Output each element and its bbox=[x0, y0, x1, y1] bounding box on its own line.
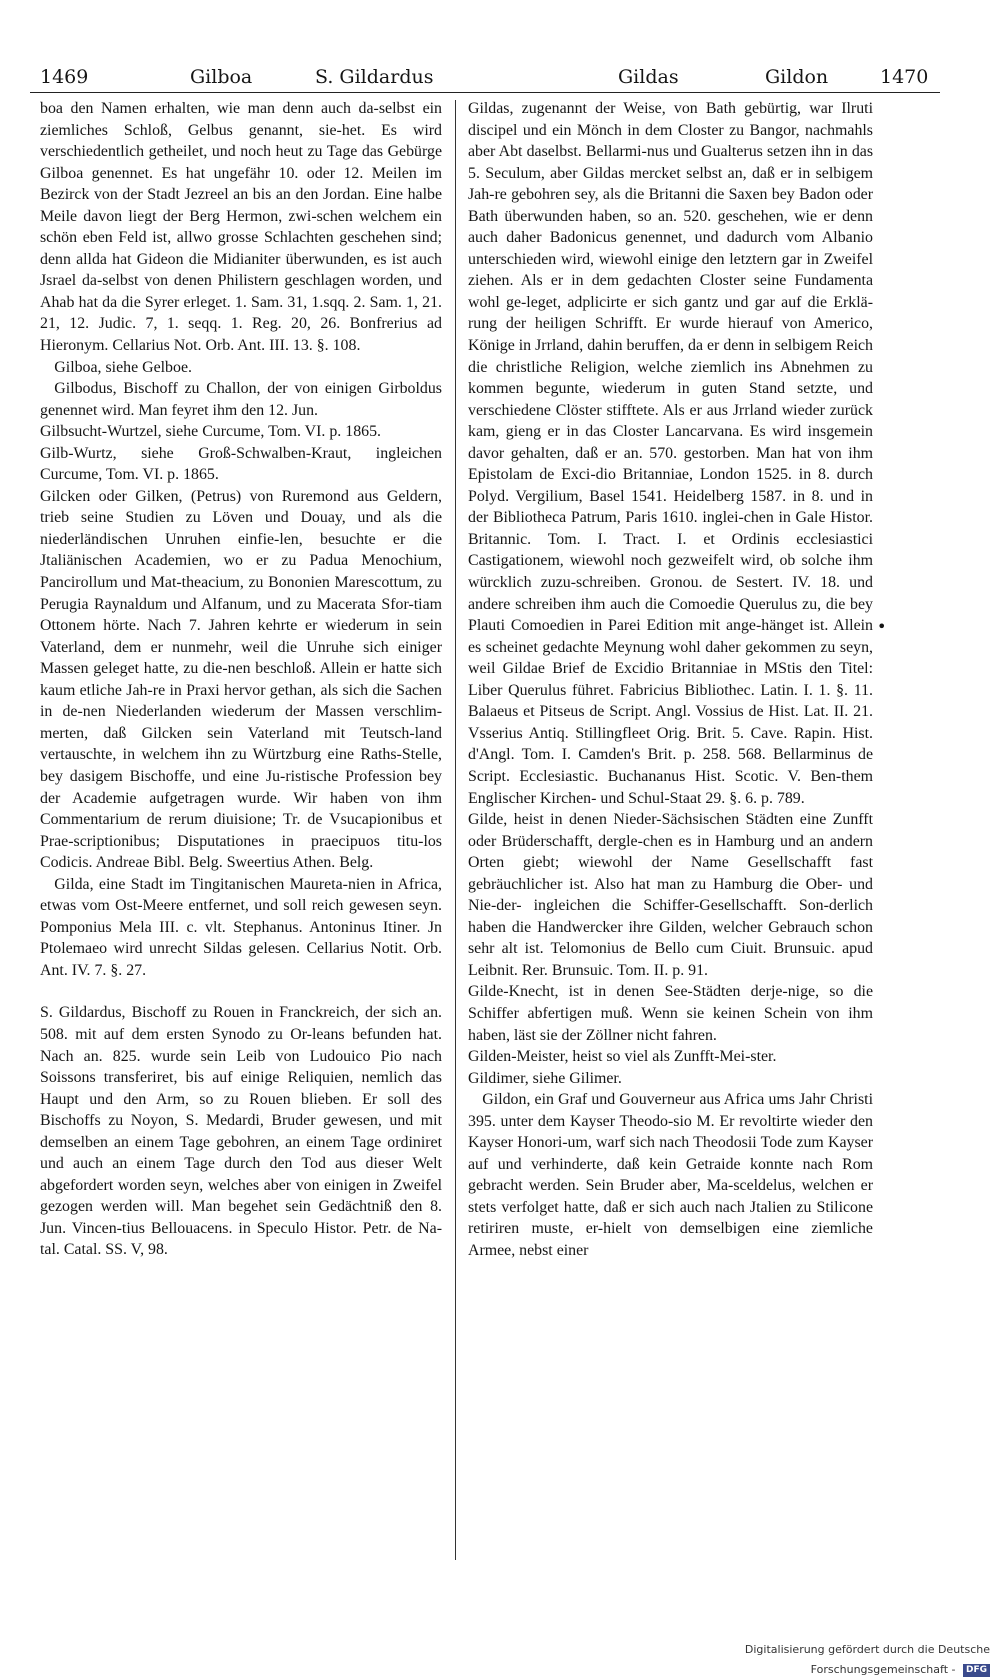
footer-credit-text: Digitalisierung gefördert durch die Deutsche Forschungsgemeinschaft - bbox=[744, 1643, 990, 1676]
running-header bbox=[30, 62, 940, 93]
dfg-logo: DFG bbox=[963, 1664, 990, 1677]
entry-gilb-wurtz: Gilb-Wurtz, siehe Groß-Schwalben-Kraut, ingleichen Curcume, Tom. VI. p. 1865. bbox=[40, 444, 442, 484]
entry-gilbsucht-wurtzel: Gilbsucht-Wurtzel, siehe Curcume, Tom. VI. p. 1865. bbox=[40, 423, 382, 441]
page-number-left: 1469 bbox=[40, 66, 89, 88]
right-text-column bbox=[468, 98, 873, 1558]
margin-mark: • bbox=[877, 617, 887, 636]
entry-gildimer: Gildimer, siehe Gilimer. bbox=[468, 1069, 622, 1087]
column-divider bbox=[455, 100, 456, 1560]
header-right-catchword-2: Gildon bbox=[765, 66, 829, 88]
entry-gilden-meister: Gilden-Meister, heist so viel als Zunfft-Mei-ster. bbox=[468, 1048, 777, 1066]
digitization-footer bbox=[620, 1640, 990, 1676]
header-left-catchword-1: Gilboa bbox=[190, 66, 253, 88]
entry-gilda: Gilda, eine Stadt im Tingitanischen Maureta-nien in Africa, etwas vom Ost-Meere entfernet, und soll reich gewesen seyn. Pomponius Mela III. c. vlt. Stephanus. Antoninus Itiner. Jn Ptolemaeo wird unrecht Sildas gelesen. Cellarius Notit. Orb. Ant. IV. 7. §. 27. bbox=[40, 875, 442, 979]
entry-gilboa-continued: boa den Namen erhalten, wie man denn auch da-selbst ein ziemliches Schloß, Gelbus genannt, sie-het. Es wird verschiedentlich getheilet, und noch heut zu Tage das Gebürge Gilboa genennet. Es hat ungefähr 10. oder 12. Meilen im Bezirck von der Stadt Jezreel an bis an den Jordan. Eine halbe Meile davon liegt der Berg Hermon, zwi-schen welchem ein schön eben Feld ist, allwo grosse Schlachten geschehen sind; denn allda hat Gideon die Midianiter überwunden, es ist auch Jsrael da-selbst von denen Philistern geschlagen worden, und Ahab hat da die Syrer erleget. 1. Sam. 31, 1.sqq. 2. Sam. 1, 21. 21, 12. Judic. 7, 1. seqq. 1. Reg. 20, 26. Bonfrerius ad Hieronym. Cellarius Not. Orb. Ant. III. 13. §. 108. bbox=[40, 100, 442, 355]
entry-s-gildardus: S. Gildardus, Bischoff zu Rouen in Franckreich, der sich an. 508. mit auf dem ersten Synodo zu Or-leans befunden hat. Nach an. 825. wurde sein Leib von Ludouico Pio nach Soissons transferiret, bis auf einige Reliquien, nemlich das Haupt und den Arm, so zu Rouen blieben. Er soll des Bischoffs zu Noyon, S. Medardi, Bruder gewesen, und mit demselben an einem Tage gebohren, an einem Tage ordiniret und auch an einem Tage durch den Tod aus dieser Welt abgefordert worden seyn, welches aber von einigen in Zweifel gezogen werden will. Man begehet sein Gedächtniß den 8. Jun. Vincen-tius Bellouacens. in Speculo Histor. Petr. de Na-tal. Catal. SS. V, 98. bbox=[40, 1004, 442, 1259]
entry-gilde: Gilde, heist in denen Nieder-Sächsischen Städten eine Zunfft oder Brüderschafft, dergle-chen es in Hamburg und an andern Orten giebt; wiewohl der Name Gesellschafft fast gebräuchlicher ist. Also hat man zu Hamburg die Ober- und Nie-der- ingleichen die Schiffer-Gesellschafft. Son-derlich haben die Handwercker ihre Gilden, welcher Gebrauch schon sehr alt ist. Telomonius de Bello cum Ciuit. Brunsuic. apud Leibnit. Rer. Brunsuic. Tom. II. p. 91. bbox=[468, 811, 873, 979]
header-right-catchword-1: Gildas bbox=[618, 66, 679, 88]
page-number-right: 1470 bbox=[880, 66, 929, 88]
entry-gilcken: Gilcken oder Gilken, (Petrus) von Ruremond aus Geldern, trieb seine Studien zu Löven und Douay, und als die niederländischen Unruhen einfie-len, besuchte er die Jtaliänischen Academien, wo er zu Padua Menochium, Pancirollum und Mat-theacium, zu Bononien Marescottum, zu Perugia Raynaldum und Alfanum, und zu Macerata Sfor-tiam Ottonem hörte. Nach 7. Jahren kehrte er wiederum in sein Vaterland, dem er nunmehr, weil die Unruhe sich einiger Massen geleget hatte, zu die-nen beschloß. Allein er hatte sich kaum etliche Jah-re in Praxi hervor gethan, als sich die Sachen in de-nen Niederlanden wiederum der Massen verschlim-merten, daß Gilcken sein Vaterland mit Teutsch-land vertauschte, in welchem ihn zu Würtzburg eine Raths-Stelle, bey dasigem Bischoffe, und eine Ju-ristische Profession bey der Academie aufgetragen wurde. Wir haben von ihm Commentarium de rerum diuisione; Tr. de Vsucapionibus et Prae-scriptionibus; Disputationes in praecipuos titu-los Codicis. Andreae Bibl. Belg. Sweertius Athen. Belg. bbox=[40, 487, 442, 872]
entry-gildas: Gildas, zugenannt der Weise, von Bath gebürtig, war Ilruti discipel und ein Mönch in dem Closter zu Bangor, nachmahls aber Abt daselbst. Bellarmi-nus und Gualterus setzen ihn in das 5. Seculum, aber Gildas mercket selbst an, daß er in selbigem Jah-re gebohren sey, als die Britanni die Saxen bey Badon oder Bath überwunden haben, so an. 520. geschehen, wie er denn auch daher Badonicus genennet, und dadurch vom Albanio unterschieden wird, wiewohl einige den letztern gar in Zweifel ziehen. Als er in dem gedachten Closter seine Fundamenta wohl ge-leget, adplicirte er sich gantz und gar auf die Erklä-rung der heiligen Schrifft. Er wurde hierauf von Americo, Könige in Jrrland, dahin beruffen, da er denn in selbigem Reich die christliche Religion, welche ziemlich ins Abnehmen zu kommen begunte, wiederum in guten Stand setzte, und verschiedene Clöster stifftete. Als er aus Jrrland wieder zurück kam, gieng er in das Closter Lancarvana. Es wird insgemein davor gehalten, daß er an. 570. gestorben. Man hat von ihm Epistolam de Exci-dio Britanniae, London 1525. in 8. durch Polyd. Vergilium, Basel 1541. Heidelberg 1587. in 8. und in der Bibliotheca Patrum, Paris 1610. inglei-chen in Gale Histor. Britannic. Tom. I. Tract. I. et Ordinis ecclesiastici Castigationem, wiewohl noch gezweifelt wird, ob solche ihm würcklich zuzu-schreiben. Gronou. de Sestert. IV. 18. und andere schreiben ihm auch die Comoedie Querulus zu, die bey Plauti Comoedien in Parei Edition mit ange-hänget ist. Allein es scheinet gedachte Meynung wohl daher gekommen zu seyn, weil Gildae Brief de Excidio Britanniae in MStis den Titel: Liber Querulus führet. Fabricius Bibliothec. Latin. I. 1. §. 11. Balaeus et Pitseus de Script. Angl. Vossius de Hist. Lat. II. 21. Vsserius Antiq. Stillingfleet Orig. Brit. 5. Cave. Rapin. Hist. d'Angl. Tom. I. Camden's Brit. p. 258. 568. Bellarminus de Script. Ecclesiastic. Buchananus Hist. Scotic. V. Ben-them Englischer Kirchen- und Schul-Staat 29. §. 6. p. 789. bbox=[468, 100, 873, 807]
entry-gilbodus: Gilbodus, Bischoff zu Challon, der von einigen Girboldus genennet wird. Man feyret ihm den 12. Jun. bbox=[40, 380, 442, 419]
header-left-catchword-2: S. Gildardus bbox=[315, 66, 434, 88]
left-text-column bbox=[40, 98, 442, 1568]
entry-gilboa-reference: Gilboa, siehe Gelboe. bbox=[54, 358, 192, 376]
entry-gilde-knecht: Gilde-Knecht, ist in denen See-Städten derje-nige, so die Schiffer abfertigen muß. Wenn sie keinen Schein von ihm haben, läst sie der Zöllner nicht fahren. bbox=[468, 983, 873, 1044]
entry-gildon: Gildon, ein Graf und Gouverneur aus Africa ums Jahr Christi 395. unter dem Kayser Theodo-sio M. Er revoltirte wieder den Kayser Honori-um, warf sich nach Theodosii Tode zum Kayser auf und verhinderte, daß kein Getraide konnte nach Rom gebracht werden. Sein Bruder aber, Ma-sceldelus, welchen er stets verfolget hatte, daß er sich auch nach Jtalien zu Stilicone retiriren muste, er-hielt von demselbigen eine ziemliche Armee, nebst einer bbox=[468, 1091, 873, 1259]
